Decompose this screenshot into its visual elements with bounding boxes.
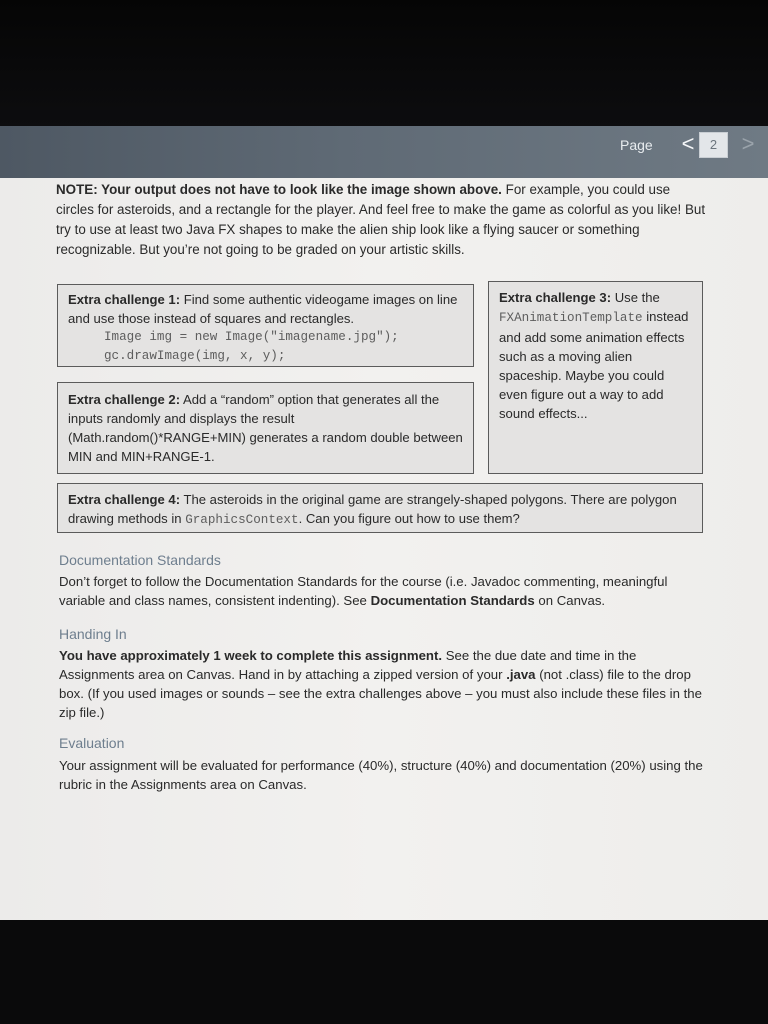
documentation-paragraph bbox=[59, 572, 709, 610]
evaluation-heading: Evaluation bbox=[59, 735, 125, 751]
documentation-heading: Documentation Standards bbox=[59, 552, 221, 568]
note-paragraph bbox=[56, 180, 706, 260]
documentation-standards-bold: Documentation Standards bbox=[370, 593, 535, 608]
challenge-4-text-before: The asteroids in the original game are strangely-shaped polygons. There are polygon drawing methods in bbox=[68, 492, 677, 526]
extra-challenge-1-box bbox=[57, 284, 474, 367]
document-page bbox=[0, 178, 768, 922]
handing-in-java-bold: .java bbox=[506, 667, 536, 682]
extra-challenge-4-box bbox=[57, 483, 703, 533]
challenge-3-code: FXAnimationTemplate bbox=[499, 311, 643, 325]
challenge-4-code: GraphicsContext bbox=[185, 513, 299, 527]
challenge-4-title: Extra challenge 4: bbox=[68, 492, 181, 507]
documentation-text-before: Don’t forget to follow the Documentation Standards for the course (i.e. Javadoc commenting, meaningful variable and class names, consistent indenting). See bbox=[59, 574, 668, 608]
extra-challenge-2-box bbox=[57, 382, 474, 474]
next-page-button[interactable]: > bbox=[741, 131, 755, 156]
documentation-text-after: on Canvas. bbox=[538, 593, 606, 608]
challenge-3-text-after: instead and add some animation effects such as a moving alien spaceship. Maybe you could even figure out a way to add sound effects... bbox=[499, 309, 689, 421]
screen-bezel-top bbox=[0, 0, 768, 128]
challenge-3-text-before: Use the bbox=[614, 290, 660, 305]
challenge-2-text: Add a “random” option that generates all the inputs randomly and displays the result (Math.random()*RANGE+MIN) generates a random double between MIN and MIN+RANGE-1. bbox=[68, 392, 463, 464]
challenge-2-title: Extra challenge 2: bbox=[68, 392, 181, 407]
handing-in-bold-lead: You have approximately 1 week to complete this assignment. bbox=[59, 648, 443, 663]
challenge-3-title: Extra challenge 3: bbox=[499, 290, 612, 305]
challenge-1-text: Find some authentic videogame images on line and use those instead of squares and rectangles. bbox=[68, 292, 458, 326]
challenge-1-code-line-2: gc.drawImage(img, x, y); bbox=[104, 349, 286, 363]
evaluation-paragraph: Your assignment will be evaluated for performance (40%), structure (40%) and documentation (20%) using the rubric in the Assignments area on Canvas. bbox=[59, 758, 703, 792]
screen-bezel-bottom bbox=[0, 920, 768, 1024]
handing-in-heading: Handing In bbox=[59, 626, 127, 642]
handing-in-paragraph bbox=[59, 646, 709, 722]
note-text: For example, you could use circles for asteroids, and a rectangle for the player. And feel free to make the game as colorful as you like! But try to use at least two Java FX shapes to make the alien ship look like a flying saucer or something recognizable. But you’re not going to be graded on your artistic skills. bbox=[56, 182, 706, 257]
challenge-4-text-after: . Can you figure out how to use them? bbox=[298, 511, 520, 526]
handing-in-text-2: (not .class) file to the drop box. (If you used images or sounds – see the extra challenges above – you must also include these files in the zip file.) bbox=[59, 667, 702, 720]
page-number-field[interactable]: 2 bbox=[699, 132, 728, 158]
challenge-1-code-line-1: Image img = new Image("imagename.jpg"); bbox=[104, 330, 399, 344]
previous-page-button[interactable]: < bbox=[681, 131, 695, 156]
handing-in-text-1: See the due date and time in the Assignments area on Canvas. Hand in by attaching a zipped version of your bbox=[59, 648, 637, 682]
challenge-1-title: Extra challenge 1: bbox=[68, 292, 181, 307]
page-label: Page bbox=[620, 137, 653, 153]
note-lead: NOTE: Your output does not have to look like the image shown above. bbox=[56, 182, 502, 197]
extra-challenge-3-box bbox=[488, 281, 703, 474]
